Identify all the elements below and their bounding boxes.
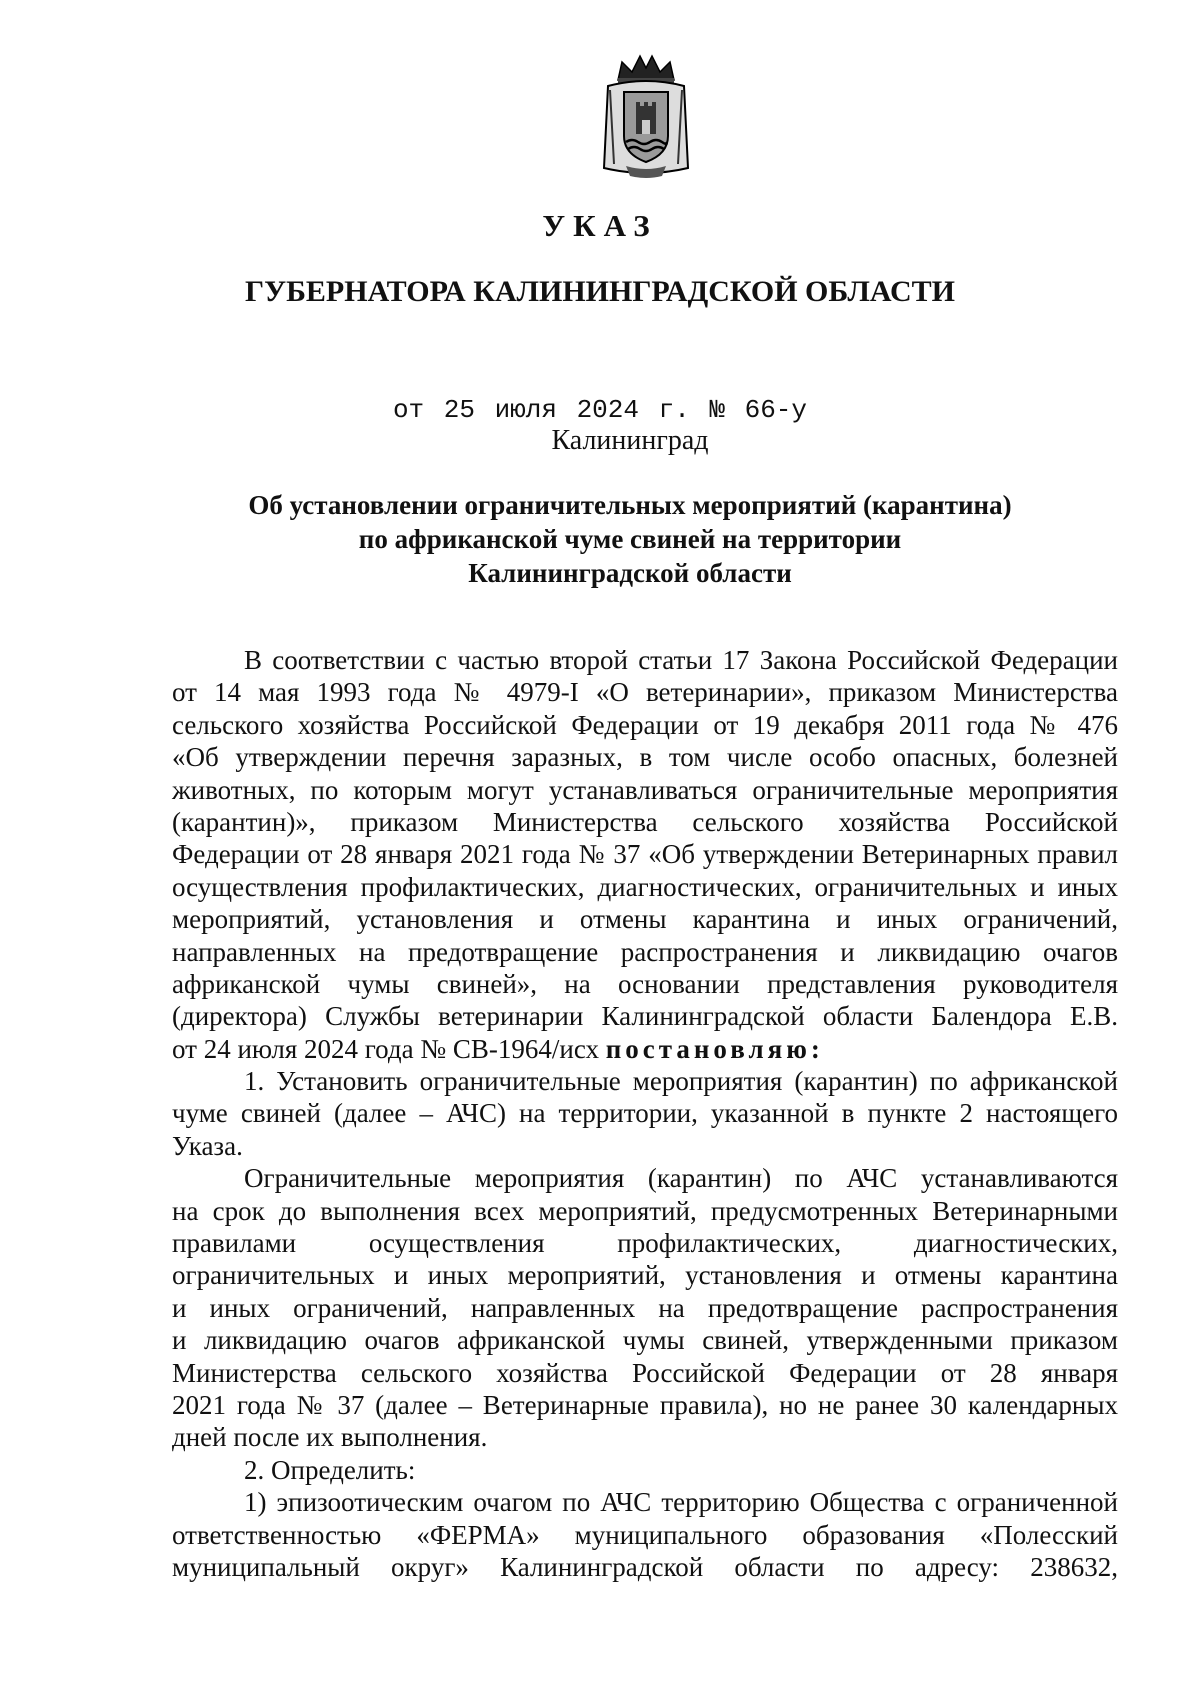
resolve-word: постановляю: bbox=[605, 1033, 824, 1064]
body-line: дней после их выполнения. bbox=[172, 1422, 488, 1453]
body-line: направленных на предотвращение распространения и ликвидацию очагов bbox=[172, 936, 1118, 967]
body-line: ограничительных и иных мероприятий, установления и отмены карантина bbox=[172, 1260, 1118, 1291]
body-line: (карантин)», приказом Министерства сельского хозяйства Российской bbox=[172, 806, 1118, 837]
body-line: муниципальный округ» Калининградской области по адресу: 238632, bbox=[172, 1551, 1118, 1582]
body-line: мероприятий, установления и отмены карантина и иных ограничений, bbox=[172, 904, 1118, 935]
body-line: от 14 мая 1993 года № 4979-I «О ветеринарии», приказом Министерства bbox=[172, 677, 1118, 708]
body-line: чуме свиней (далее – АЧС) на территории, указанной в пункте 2 настоящего bbox=[172, 1098, 1118, 1129]
body-line: «Об утверждении перечня заразных, в том числе особо опасных, болезней bbox=[172, 742, 1118, 773]
body-line: Указа. bbox=[172, 1130, 243, 1161]
body-line: 2021 года № 37 (далее – Ветеринарные правила), но не ранее 30 календарных bbox=[172, 1389, 1118, 1420]
city-line: Калининград bbox=[551, 425, 709, 456]
document-type-heading: УКАЗ bbox=[542, 208, 658, 243]
body-line: на срок до выполнения всех мероприятий, предусмотренных Ветеринарными bbox=[172, 1195, 1118, 1226]
body-line-text: от 24 июля 2024 года № СВ-1964/исх bbox=[172, 1033, 599, 1064]
body-line: 2. Определить: bbox=[244, 1454, 416, 1485]
body-line: (директора) Службы ветеринарии Калининградской области Балендора Е.В. bbox=[172, 1001, 1118, 1032]
body-line: сельского хозяйства Российской Федерации от 19 декабря 2011 года № 476 bbox=[172, 709, 1118, 740]
body-line: Федерации от 28 января 2021 года № 37 «Об утверждении Ветеринарных правил bbox=[172, 839, 1118, 870]
body-line: В соответствии с частью второй статьи 17 Закона Российской Федерации bbox=[244, 645, 1118, 675]
body-line: Министерства сельского хозяйства Российской Федерации от 28 января bbox=[172, 1357, 1118, 1388]
body-line: и ликвидацию очагов африканской чумы свиней, утвержденными приказом bbox=[172, 1325, 1118, 1356]
body-line: животных, по которым могут устанавливаться ограничительные мероприятия bbox=[172, 774, 1118, 805]
body-line: 1) эпизоотическим очагом по АЧС территорию Общества с ограниченной bbox=[244, 1487, 1118, 1518]
body-line-resolve bbox=[172, 1033, 1118, 1065]
issuer-heading: ГУБЕРНАТОРА КАЛИНИНГРАДСКОЙ ОБЛАСТИ bbox=[244, 275, 956, 308]
title-line: по африканской чуме свиней на территории bbox=[358, 524, 902, 554]
document-body bbox=[172, 644, 1118, 1583]
body-line: ответственностью «ФЕРМА» муниципального образования «Полесский bbox=[172, 1519, 1118, 1550]
title-line: Калининградской области bbox=[468, 558, 792, 588]
body-line: осуществления профилактических, диагностических, ограничительных и иных bbox=[172, 871, 1118, 902]
body-line: 1. Установить ограничительные мероприятия (карантин) по африканской bbox=[244, 1066, 1118, 1097]
body-line: Ограничительные мероприятия (карантин) по АЧС устанавливаются bbox=[244, 1163, 1118, 1194]
body-line: правилами осуществления профилактических, диагностических, bbox=[172, 1228, 1118, 1259]
document-title bbox=[180, 488, 1080, 590]
body-line: и иных ограничений, направленных на предотвращение распространения bbox=[172, 1292, 1118, 1323]
coat-of-arms-icon bbox=[596, 50, 696, 180]
title-line: Об установлении ограничительных мероприятий (карантина) bbox=[248, 490, 1012, 520]
date-number-line: от 25 июля 2024 г. № 66-у bbox=[392, 395, 808, 425]
body-line: африканской чумы свиней», на основании представления руководителя bbox=[172, 968, 1118, 999]
